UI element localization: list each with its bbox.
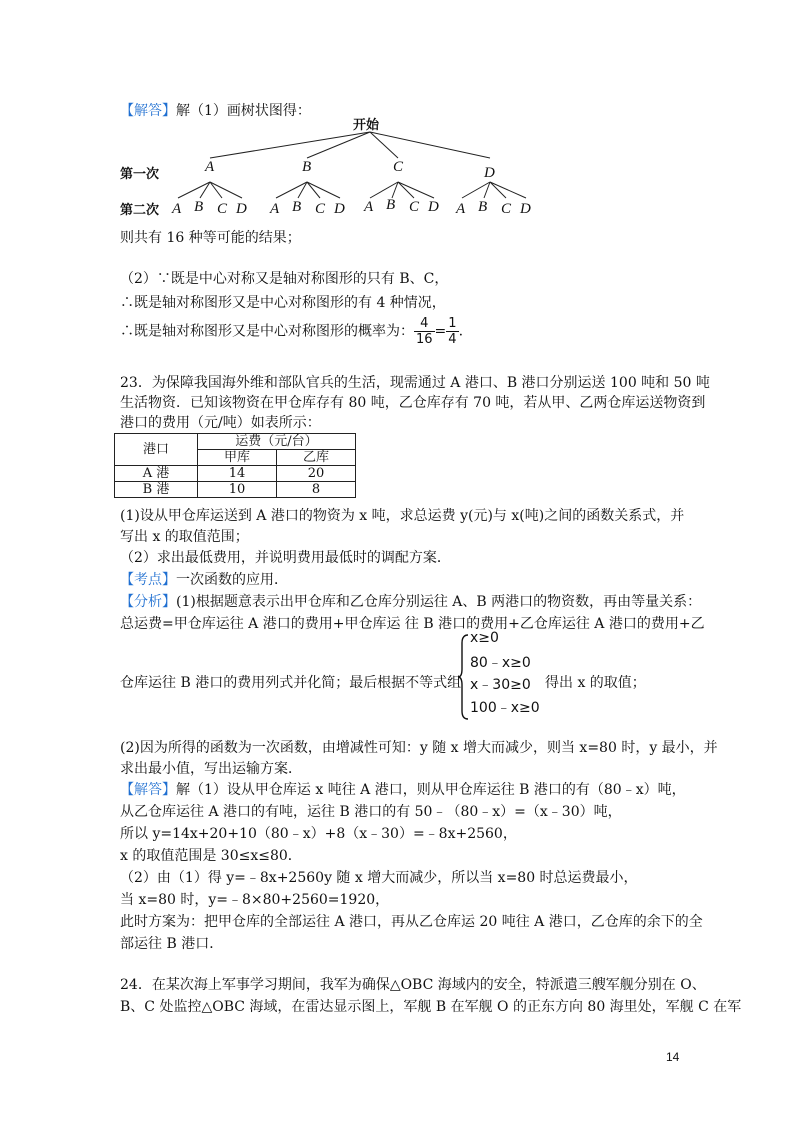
equals-sign: =: [434, 323, 447, 340]
q23-line-1: 23．为保障我国海外维和部队官兵的生活，现需通过 A 港口、B 港口分别运送 100 吨和 50 吨: [120, 375, 710, 391]
q23-line-2: 生活物资．已知该物资在甲仓库存有 80 吨，乙仓库存有 70 吨，若从甲、乙两仓库运送物资到: [120, 395, 706, 411]
tree-second-c1: C: [217, 201, 228, 217]
tree-second-c2: C: [315, 201, 326, 217]
jieda-tag: 【解答】: [120, 782, 176, 798]
tree-second-b4: B: [478, 199, 488, 215]
fenxi-text-1: (1)根据题意表示出甲仓库和乙仓库分别运往 A、B 两港口的物资数，再由等量关系：: [176, 594, 702, 610]
fraction-numerator: 4: [414, 316, 435, 332]
kaodian-text: 一次函数的应用．: [176, 572, 288, 588]
fenxi-line-3a: 仓库运往 B 港口的费用列式并化简；最后根据不等式组: [120, 675, 462, 691]
jieda-line-1: [120, 780, 686, 800]
table-row: [115, 466, 356, 482]
fenxi-tag: 【分析】: [120, 594, 176, 610]
tree-first-d: D: [484, 165, 495, 181]
fenxi-line-4: (2)因为所得的函数为一次函数，由增减性可知：y 随 x 增大而减少，则当 x=80 时，y 最小，并: [120, 740, 718, 756]
fraction-denominator: 16: [416, 332, 433, 347]
tree-second-d4: D: [520, 201, 531, 217]
tree-second-b2: B: [292, 199, 302, 215]
system-ineq-4: 100﹣x≥0: [470, 700, 540, 716]
jieda-text-1: 解（1）设从甲仓库运 x 吨往 A 港口，则从甲仓库运往 B 港口的有（80﹣x）吨，: [176, 782, 686, 798]
probability-text: ∴既是轴对称图形又是中心对称图形的概率为：: [120, 323, 414, 340]
part2-line: （2）∵既是中心对称又是轴对称图形的只有 B、C，: [120, 271, 449, 287]
port-header: 港口: [115, 434, 198, 466]
system-brace: [458, 633, 470, 721]
tree-root: 开始: [353, 118, 380, 133]
tree-second-d3: D: [428, 199, 439, 215]
cost-cell: 14: [198, 466, 277, 482]
jieda-line-8: 部运往 B 港口．: [120, 936, 224, 952]
answer-line-22: [120, 101, 311, 121]
col-header-jia: 甲库: [198, 450, 277, 466]
jieda-line-7: 此时方案为：把甲仓库的全部运往 A 港口，再从乙仓库运 20 吨往 A 港口，乙仓库的余下的全: [120, 914, 703, 930]
tree-row1-label: 第一次: [120, 167, 160, 182]
q24-line-2: B、C 处监控△OBC 海域，在雷达显示图上，军舰 B 在军舰 O 的正东方向 80 海里处，军舰 C 在军: [120, 999, 742, 1015]
tree-second-a1: A: [172, 201, 182, 217]
fenxi-line-2: 总运费=甲仓库运往 A 港口的费用+甲仓库运 往 B 港口的费用+乙仓库运往 A 港口的费用+乙: [120, 616, 705, 632]
system-ineq-3: x﹣30≥0: [470, 677, 531, 693]
tree-first-b: B: [302, 159, 312, 175]
q23-sub1-line-1: (1)设从甲仓库运送到 A 港口的物资为 x 吨，求总运费 y(元)与 x(吨)之间的函数关系式，并: [120, 508, 685, 524]
tree-second-c3: C: [409, 199, 420, 215]
cost-table: [114, 433, 356, 498]
count-line: ∴既是轴对称图形又是中心对称图形的有 4 种情况，: [120, 295, 446, 311]
cost-header: 运费（元/台）: [198, 434, 356, 450]
tree-second-d1: D: [236, 201, 247, 217]
cost-cell: 10: [198, 482, 277, 498]
q23-sub2: （2）求出最低费用，并说明费用最低时的调配方案．: [120, 550, 451, 566]
tree-second-a2: A: [270, 201, 280, 217]
tree-first-c: C: [393, 159, 404, 175]
table-row: [115, 482, 356, 498]
tree-second-a3: A: [364, 199, 374, 215]
fraction-4-16: [414, 316, 435, 347]
cost-cell: 20: [277, 466, 356, 482]
port-cell: B 港: [115, 482, 198, 498]
col-header-yi: 乙库: [277, 450, 356, 466]
tree-first-a: A: [205, 159, 215, 175]
jieda-line-4: x 的取值范围是 30≤x≤80．: [120, 848, 302, 864]
fenxi-line-1: [120, 592, 701, 612]
page-number: 14: [666, 1050, 680, 1064]
tree-second-a4: A: [456, 201, 466, 217]
fraction-1-4: [446, 316, 458, 347]
answer-intro: 解（1）画树状图得：: [176, 103, 311, 119]
answer-tag: 【解答】: [120, 103, 176, 119]
fenxi-line-3b: 得出 x 的取值；: [545, 675, 646, 691]
fraction-denominator: 4: [448, 332, 457, 347]
jieda-line-5: （2）由（1）得 y=﹣8x+2560y 随 x 增大而减少，所以当 x=80 时总运费最小，: [120, 870, 638, 886]
cost-cell: 8: [277, 482, 356, 498]
jieda-line-2: 从乙仓库运往 A 港口的有吨，运往 B 港口的有 50﹣（80﹣x）=（x﹣30）吨，: [120, 804, 622, 820]
jieda-line-3: 所以 y=14x+20+10（80﹣x）+8（x﹣30）=﹣8x+2560，: [120, 826, 517, 842]
probability-line: [120, 316, 463, 347]
period: .: [458, 323, 464, 340]
system-ineq-2: 80﹣x≥0: [470, 655, 531, 671]
tree-second-b1: B: [194, 199, 204, 215]
jieda-line-6: 当 x=80 时，y=﹣8×80+2560=1920，: [120, 892, 390, 908]
port-cell: A 港: [115, 466, 198, 482]
kaodian-line: [120, 570, 288, 590]
total-outcomes-line: 则共有 16 种等可能的结果；: [120, 230, 301, 246]
kaodian-tag: 【考点】: [120, 572, 176, 588]
system-ineq-1: x≥0: [470, 630, 499, 646]
q23-sub1-line-2: 写出 x 的取值范围；: [120, 529, 249, 545]
fenxi-line-5: 求出最小值，写出运输方案．: [120, 761, 302, 777]
q23-line-3: 港口的费用（元/吨）如表所示：: [120, 415, 321, 431]
tree-second-c4: C: [501, 201, 512, 217]
tree-row2-label: 第二次: [120, 203, 160, 218]
tree-second-d2: D: [334, 201, 345, 217]
fraction-numerator: 1: [448, 316, 457, 331]
q24-line-1: 24．在某次海上军事学习期间，我军为确保△OBC 海域内的安全，特派遣三艘军舰分别在 O、: [120, 977, 706, 993]
tree-second-b3: B: [386, 197, 396, 213]
